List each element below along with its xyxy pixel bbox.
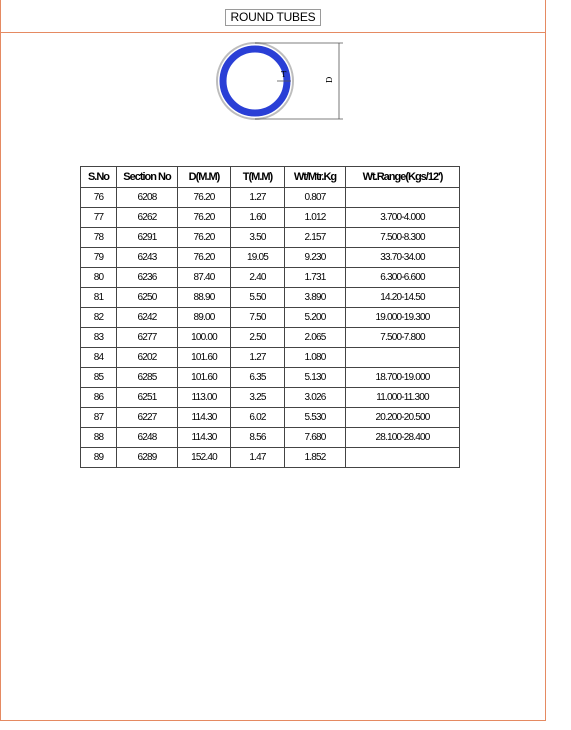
- cell-thickness: 1.60: [231, 208, 285, 228]
- column-header-diameter: D(M.M): [178, 167, 231, 188]
- table-header-row: [81, 167, 460, 188]
- cell-thickness: 3.50: [231, 228, 285, 248]
- cell-diameter: 76.20: [178, 188, 231, 208]
- cell-section-no: 6227: [117, 408, 178, 428]
- table-row: [81, 388, 460, 408]
- cell-section-no: 6289: [117, 448, 178, 468]
- cell-diameter: 87.40: [178, 268, 231, 288]
- cell-sno: 88: [81, 428, 117, 448]
- page-title: ROUND TUBES: [225, 9, 321, 26]
- cell-section-no: 6262: [117, 208, 178, 228]
- cell-thickness: 3.25: [231, 388, 285, 408]
- cell-weight-per-meter: 9.230: [285, 248, 346, 268]
- column-header-weight-range: Wt.Range(Kgs/12'): [346, 167, 460, 188]
- cell-sno: 85: [81, 368, 117, 388]
- cell-section-no: 6251: [117, 388, 178, 408]
- cell-weight-range: 18.700-19.000: [346, 368, 460, 388]
- cell-sno: 83: [81, 328, 117, 348]
- table-row: [81, 448, 460, 468]
- cell-section-no: 6277: [117, 328, 178, 348]
- cell-weight-range: 6.300-6.600: [346, 268, 460, 288]
- cell-sno: 82: [81, 308, 117, 328]
- column-header-thickness: T(M.M): [231, 167, 285, 188]
- table-row: [81, 188, 460, 208]
- table-row: [81, 368, 460, 388]
- cell-section-no: 6291: [117, 228, 178, 248]
- cell-weight-range: 3.700-4.000: [346, 208, 460, 228]
- cell-diameter: 101.60: [178, 348, 231, 368]
- cell-diameter: 88.90: [178, 288, 231, 308]
- cell-thickness: 6.35: [231, 368, 285, 388]
- cell-sno: 78: [81, 228, 117, 248]
- cell-weight-per-meter: 2.065: [285, 328, 346, 348]
- cell-thickness: 1.47: [231, 448, 285, 468]
- cell-section-no: 6250: [117, 288, 178, 308]
- cell-weight-per-meter: 1.012: [285, 208, 346, 228]
- cell-section-no: 6236: [117, 268, 178, 288]
- cell-section-no: 6243: [117, 248, 178, 268]
- cell-weight-per-meter: 1.852: [285, 448, 346, 468]
- cell-weight-per-meter: 1.080: [285, 348, 346, 368]
- table-row: [81, 428, 460, 448]
- cell-diameter: 114.30: [178, 408, 231, 428]
- table-row: [81, 208, 460, 228]
- cell-weight-range: 7.500-8.300: [346, 228, 460, 248]
- cell-sno: 76: [81, 188, 117, 208]
- cell-thickness: 7.50: [231, 308, 285, 328]
- cell-diameter: 100.00: [178, 328, 231, 348]
- cell-weight-per-meter: 5.200: [285, 308, 346, 328]
- round-tube-diagram: [205, 36, 355, 126]
- round-tubes-table: [80, 166, 460, 468]
- cell-sno: 79: [81, 248, 117, 268]
- cell-section-no: 6202: [117, 348, 178, 368]
- table-row: [81, 228, 460, 248]
- cell-weight-range: 19.000-19.300: [346, 308, 460, 328]
- cell-sno: 77: [81, 208, 117, 228]
- cell-section-no: 6285: [117, 368, 178, 388]
- cell-diameter: 76.20: [178, 208, 231, 228]
- cell-weight-range: 11.000-11.300: [346, 388, 460, 408]
- cell-thickness: 19.05: [231, 248, 285, 268]
- title-row: [0, 0, 546, 33]
- cell-section-no: 6242: [117, 308, 178, 328]
- table-body: [81, 188, 460, 468]
- cell-sno: 87: [81, 408, 117, 428]
- column-header-sno: S.No: [81, 167, 117, 188]
- table-row: [81, 328, 460, 348]
- column-header-section-no: Section No: [117, 167, 178, 188]
- cell-weight-range: 33.70-34.00: [346, 248, 460, 268]
- table-row: [81, 268, 460, 288]
- cell-thickness: 5.50: [231, 288, 285, 308]
- table-row: [81, 408, 460, 428]
- cell-thickness: 2.50: [231, 328, 285, 348]
- cell-diameter: 152.40: [178, 448, 231, 468]
- cell-section-no: 6248: [117, 428, 178, 448]
- cell-weight-per-meter: 5.130: [285, 368, 346, 388]
- cell-weight-range: 7.500-7.800: [346, 328, 460, 348]
- column-header-weight-per-meter: Wt/Mtr.Kg: [285, 167, 346, 188]
- cell-diameter: 114.30: [178, 428, 231, 448]
- cell-diameter: 101.60: [178, 368, 231, 388]
- cell-thickness: 6.02: [231, 408, 285, 428]
- cell-diameter: 76.20: [178, 248, 231, 268]
- cell-section-no: 6208: [117, 188, 178, 208]
- diameter-label: D: [325, 76, 334, 83]
- table-row: [81, 348, 460, 368]
- cell-thickness: 1.27: [231, 348, 285, 368]
- cell-weight-per-meter: 2.157: [285, 228, 346, 248]
- thickness-label: T: [281, 70, 287, 79]
- cell-weight-per-meter: 3.026: [285, 388, 346, 408]
- cell-diameter: 89.00: [178, 308, 231, 328]
- cell-sno: 86: [81, 388, 117, 408]
- cell-weight-range: [346, 348, 460, 368]
- cell-weight-per-meter: 0.807: [285, 188, 346, 208]
- cell-weight-range: 20.200-20.500: [346, 408, 460, 428]
- table-row: [81, 248, 460, 268]
- cell-diameter: 76.20: [178, 228, 231, 248]
- cell-thickness: 8.56: [231, 428, 285, 448]
- cell-weight-range: [346, 448, 460, 468]
- table-row: [81, 288, 460, 308]
- cell-thickness: 2.40: [231, 268, 285, 288]
- cell-weight-range: 14.20-14.50: [346, 288, 460, 308]
- cell-sno: 81: [81, 288, 117, 308]
- cell-diameter: 113.00: [178, 388, 231, 408]
- cell-weight-per-meter: 3.890: [285, 288, 346, 308]
- cell-weight-range: [346, 188, 460, 208]
- cell-weight-per-meter: 1.731: [285, 268, 346, 288]
- table-row: [81, 308, 460, 328]
- cell-sno: 84: [81, 348, 117, 368]
- cell-weight-per-meter: 7.680: [285, 428, 346, 448]
- cell-thickness: 1.27: [231, 188, 285, 208]
- cell-sno: 89: [81, 448, 117, 468]
- cell-weight-range: 28.100-28.400: [346, 428, 460, 448]
- cell-sno: 80: [81, 268, 117, 288]
- cell-weight-per-meter: 5.530: [285, 408, 346, 428]
